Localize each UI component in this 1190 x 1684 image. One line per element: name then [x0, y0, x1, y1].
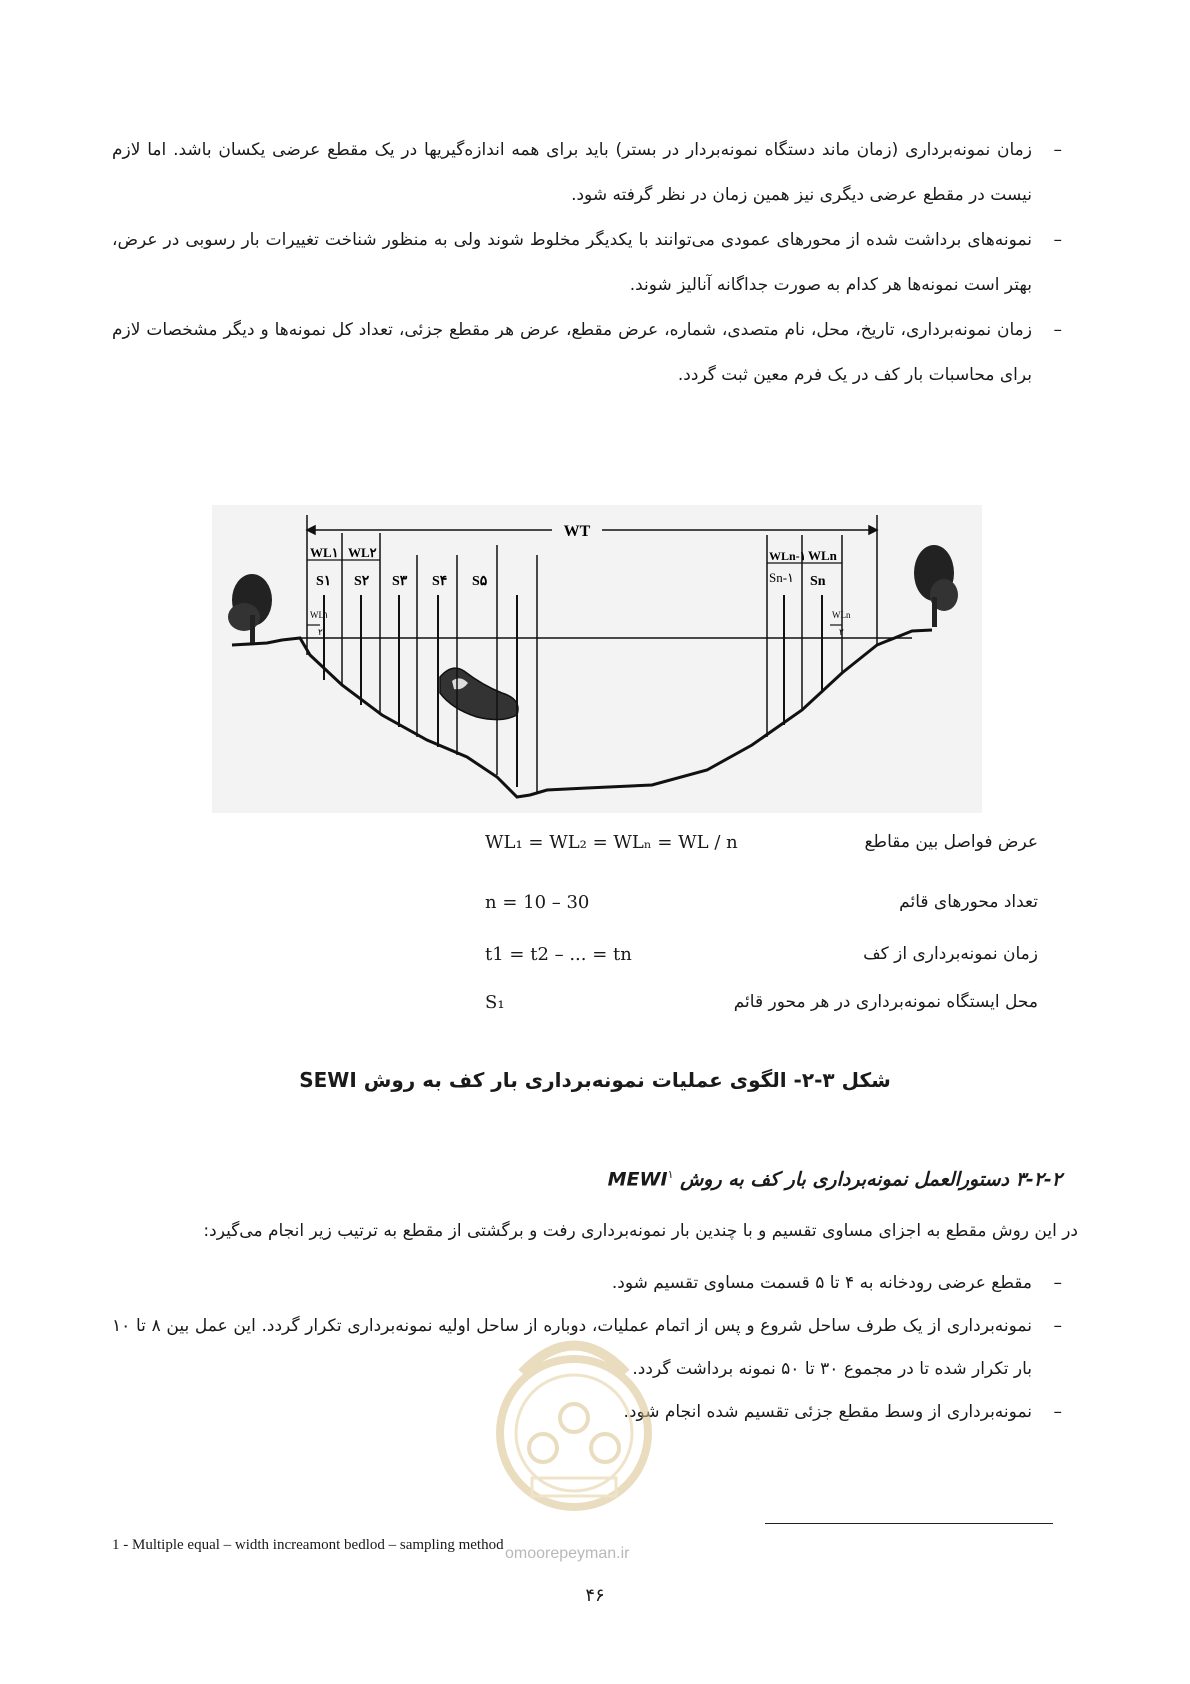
formula-label: زمان نمونه‌برداری از کف — [863, 944, 1038, 964]
bullet-text: نمونه‌برداری از یک طرف ساحل شروع و پس از اتمام عملیات، دوباره از ساحل اولیه نمونه‌برداری تکرار گردد. این عمل بین ۸ تا ۱۰ بار تکرار شده تا در مجموع ۳۰ تا ۵۰ نمونه برداشت گردد. — [112, 1316, 1032, 1379]
s1-label: S۱ — [316, 574, 332, 589]
bullet-item — [112, 128, 1062, 218]
bullet-dash: – — [1053, 1402, 1062, 1422]
section-heading — [608, 1168, 1062, 1190]
wln1-label: WLn-۱ — [769, 549, 807, 563]
bullet-list-top — [112, 128, 1062, 398]
formula-math: t1 = t2 – ... = tn — [485, 944, 632, 965]
half-width-left-label: WL۱ — [310, 610, 329, 620]
sn1-label: Sn-۱ — [769, 570, 795, 585]
half-width-right-den: ۲ — [839, 627, 844, 637]
formula-math: n = 10 – 30 — [485, 892, 590, 913]
formula-row — [0, 992, 1190, 1032]
footnote: 1 - Multiple equal – width increamont bedlod – sampling method — [112, 1537, 504, 1553]
wln-label: WLn — [808, 548, 837, 563]
wl1-label: WL۱ — [310, 545, 339, 560]
wl2-label: WL۲ — [348, 545, 377, 560]
s2-label: S۲ — [354, 574, 370, 589]
bullet-text: نمونه‌برداری از وسط مقطع جزئی تقسیم شده انجام شود. — [623, 1402, 1032, 1422]
sn-label: Sn — [810, 574, 826, 589]
page-number: ۴۶ — [585, 1585, 605, 1606]
footnote-divider — [765, 1523, 1053, 1524]
watermark-seal-icon — [488, 1308, 660, 1546]
river-cross-section-figure — [212, 505, 982, 813]
formula-row — [0, 944, 1190, 984]
bullet-item — [112, 1262, 1062, 1305]
bullet-dash: – — [1053, 320, 1062, 340]
bullet-text: مقطع عرضی رودخانه به ۴ تا ۵ قسمت مساوی تقسیم شود. — [611, 1273, 1032, 1293]
formula-row — [0, 832, 1190, 872]
s4-label: S۴ — [432, 574, 448, 589]
formula-label: تعداد محورهای قائم — [899, 892, 1038, 912]
bullet-item — [112, 218, 1062, 308]
formula-label: عرض فواصل بین مقاطع — [864, 832, 1038, 852]
figure-caption: شکل ۳-۲- الگوی عملیات نمونه‌برداری بار کف به روش SEWI — [299, 1068, 891, 1092]
half-width-left-den: ۲ — [318, 627, 323, 637]
bullet-dash: – — [1053, 230, 1062, 250]
bullet-dash: – — [1053, 1273, 1062, 1293]
bullet-text: زمان نمونه‌برداری، تاریخ، محل، نام متصدی، شماره، عرض مقطع، عرض هر مقطع جزئی، تعداد کل نمونه‌ها و دیگر مشخصات لازم برای محاسبات بار کف در یک فرم معین ثبت گردد. — [112, 320, 1032, 385]
section-heading-text: ۳-۲-۲ دستورالعمل نمونه‌برداری بار کف به روش MEWI — [607, 1168, 1062, 1191]
formula-label: محل ایستگاه نمونه‌برداری در هر محور قائم — [733, 992, 1038, 1012]
bullet-dash: – — [1053, 140, 1062, 160]
s5-label: S۵ — [472, 574, 488, 589]
half-width-right-label: WLn — [832, 610, 851, 620]
watermark-text: omoorepeyman.ir — [505, 1545, 630, 1562]
bullet-item — [112, 308, 1062, 398]
bullet-text: زمان نمونه‌برداری (زمان ماند دستگاه نمونه‌بردار در بستر) باید برای همه اندازه‌گیریها در یک مقطع عرضی یکسان باشد. اما لازم نیست در مقطع عرضی دیگری نیز همین زمان در نظر گرفته شود. — [112, 140, 1032, 205]
footnote-ref: ۱ — [667, 1168, 674, 1181]
formula-math: S₁ — [485, 992, 505, 1013]
bullet-dash: – — [1053, 1316, 1062, 1336]
formula-math: WL₁ = WL₂ = WLₙ = WL / n — [485, 832, 738, 853]
section-intro: در این روش مقطع به اجزای مساوی تقسیم و با چندین بار نمونه‌برداری رفت و برگشتی از مقطع به ترتیب زیر انجام می‌گیرد: — [203, 1221, 1078, 1241]
wt-label: WT — [563, 523, 591, 540]
s3-label: S۳ — [392, 574, 408, 589]
formula-row — [0, 892, 1190, 932]
bullet-text: نمونه‌های برداشت شده از محورهای عمودی می‌توانند با یکدیگر مخلوط شوند ولی به منظور شناخت تغییرات بار رسوبی در عرض، بهتر است نمونه‌ها هر کدام به صورت جداگانه آنالیز شوند. — [112, 230, 1032, 295]
